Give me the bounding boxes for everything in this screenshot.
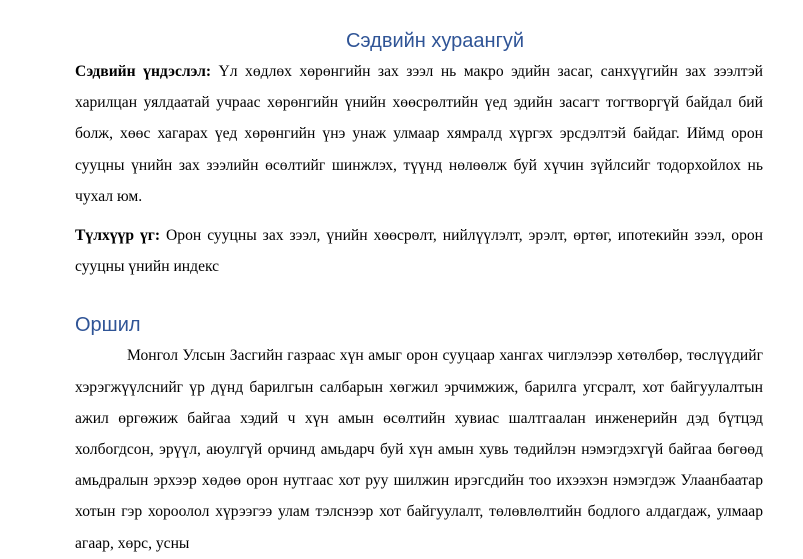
- keywords-paragraph: [75, 220, 763, 282]
- intro-heading: Оршил: [75, 314, 141, 337]
- summary-paragraph: [75, 56, 763, 212]
- summary-label: Сэдвийн үндэслэл:: [75, 63, 212, 80]
- summary-text: Үл хөдлөх хөрөнгийн зах зээл нь макро эдийн засаг, санхүүгийн зах зээлтэй харилцан уялдаатай учраас хөрөнгийн үнийн хөөсрөлтийн үед эдийн засагт тогтворгүй байдал бий болж, хөөс хагарах үед хөрөнгийн үнэ унаж улмаар хямралд хүргэх эрсдэлтэй байдаг. Иймд орон сууцны үнийн зах зээлийн өсөлтийг шинжлэх, түүнд нөлөөлж буй хүчин зүйлсийг тодорхойлох нь чухал юм.: [75, 63, 763, 205]
- document-page: [75, 26, 763, 559]
- keywords-label: Түлхүүр үг:: [75, 227, 161, 245]
- intro-paragraph: Монгол Улсын Засгийн газраас хүн амыг орон сууцаар хангах чиглэлээр хөтөлбөр, төслүүдийг хэрэгжүүлснийг үр дүнд барилгын салбарын хөгжил эрчимжиж, барилга угсралт, хот байгуулалтын ажил өргөжиж байгаа хэдий ч хүн амын өсөлтийн хувиас шалтгаалан инженерийн дэд бүтцэд холбогдсон, эрүүл, аюулгүй орчинд амьдарч буй хүн амын хувь төдийлэн нэмэгдэхгүй байгаа бөгөөд амьдралын эрхээр хөдөө орон нутгаас хот руу шилжин ирэгсдийн тоо ихээхэн нэмэгдэж Улаанбаатар хотын гэр хороолол хүрээгээ улам тэлснээр хот байгуулалт, төлөвлөлтийн бодлого алдагдаж, улмаар агаар, хөрс, усны: [75, 347, 763, 552]
- document-title: Сэдвийн хураангуй: [345, 30, 525, 52]
- keywords-text: Орон сууцны зах зээл, үнийн хөөсрөлт, нийлүүлэлт, эрэлт, өртөг, ипотекийн зээл, орон сууцны үнийн индекс: [75, 227, 764, 276]
